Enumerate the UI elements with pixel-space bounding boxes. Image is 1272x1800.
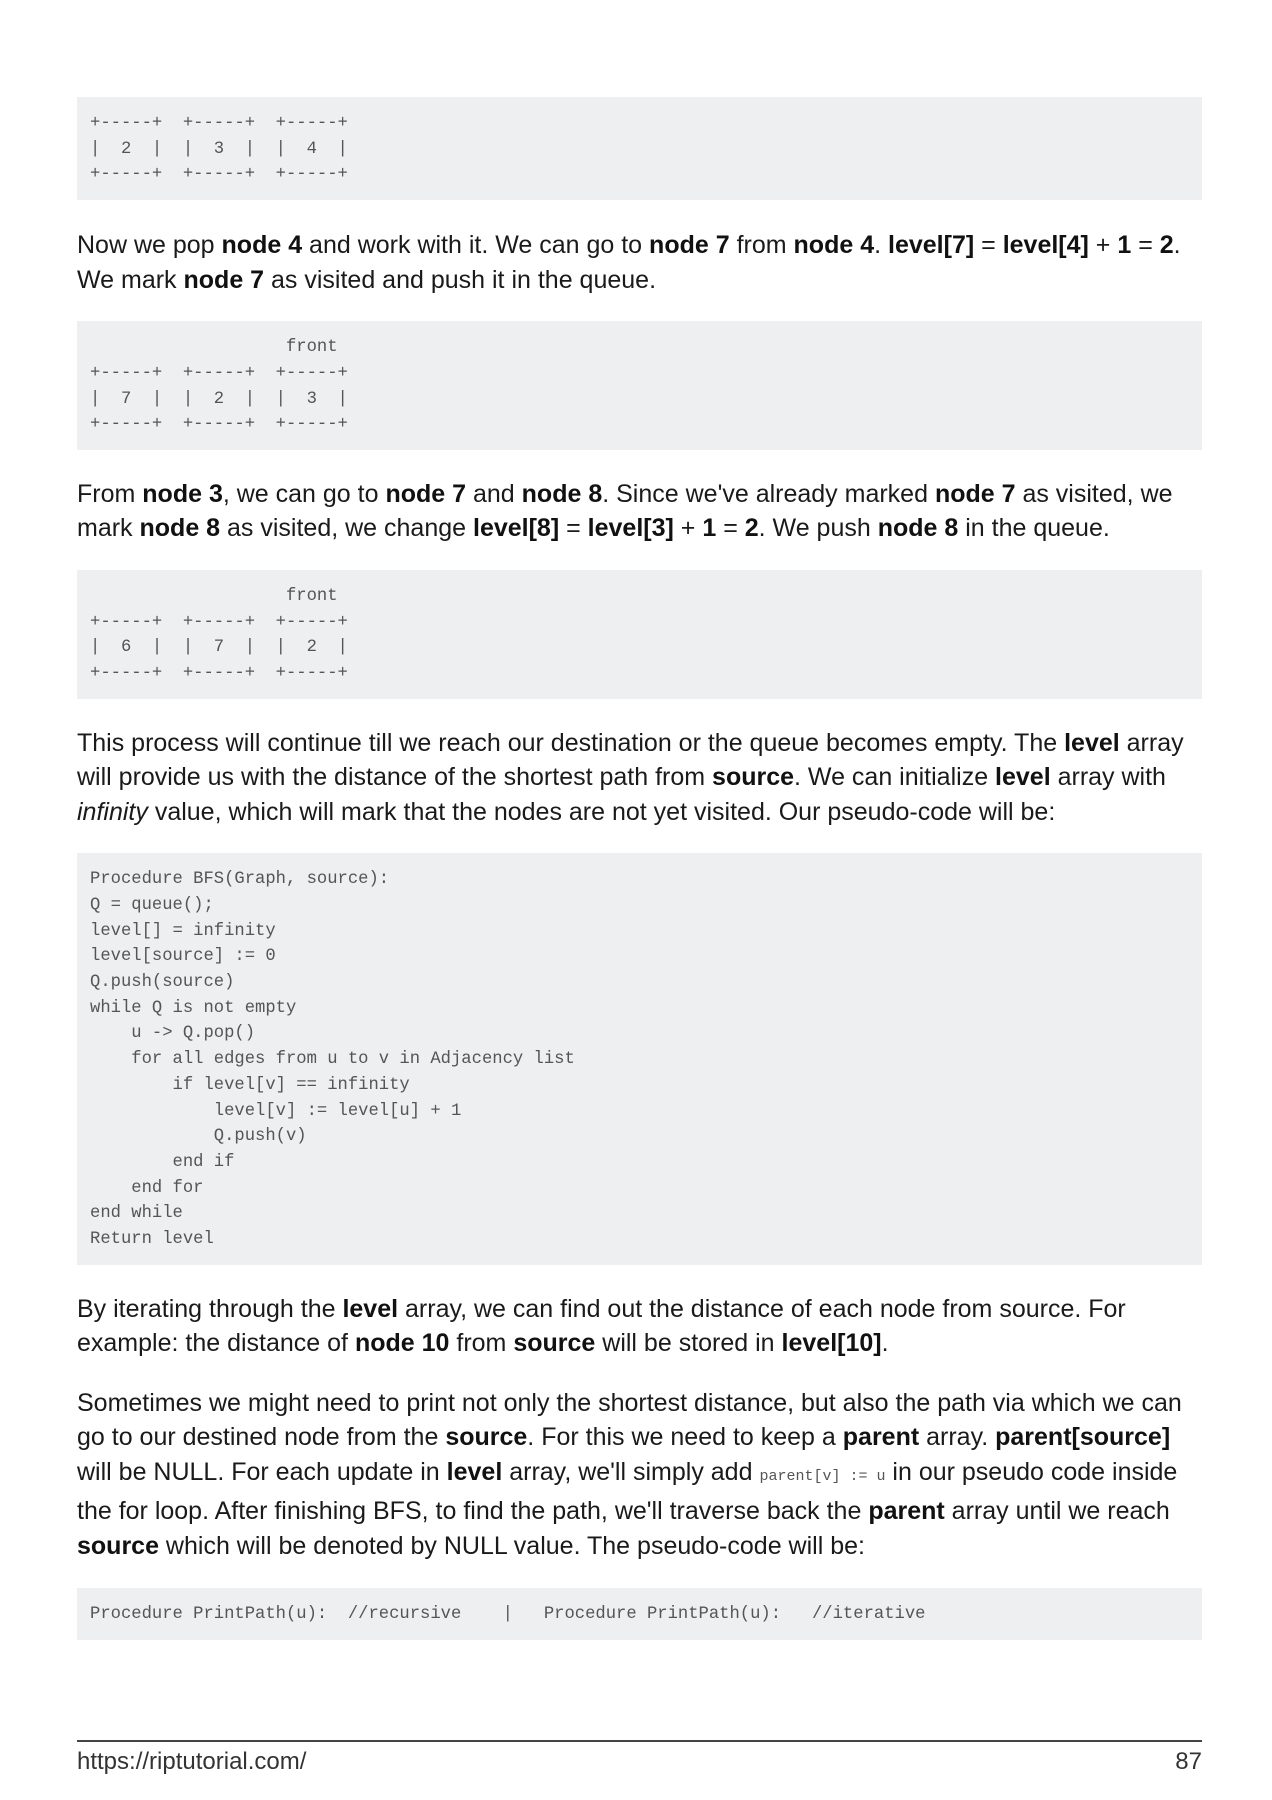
footer-url: https://riptutorial.com/ bbox=[77, 1748, 307, 1775]
queue-diagram-1: +-----+ +-----+ +-----+ | 2 | | 3 | | 4 | +-----+ +-----+ +-----+ bbox=[77, 97, 1202, 200]
paragraph-from-node-3: From node 3, we can go to node 7 and node 8. Since we've already marked node 7 as visited, we mark node 8 as visited, we change level[8] = level[3] + 1 = 2. We push node 8 in the queue. bbox=[77, 479, 1173, 543]
paragraph-process-continue: This process will continue till we reach our destination or the queue becomes empty. The level array will provide us with the distance of the shortest path from source. We can initialize level array with infinity value, which will mark that the nodes are not yet visited. Our pseudo-code will be: bbox=[77, 728, 1184, 826]
bfs-pseudocode-block: Procedure BFS(Graph, source): Q = queue(); level[] = infinity level[source] := 0 Q.push(source) while Q is not empty u -> Q.pop() for all edges from u to v in Adjacency list if level[v] == infinity level[v] := level[u] + 1 Q.push(v) end if end for end while Return level bbox=[77, 853, 1202, 1265]
queue-diagram-2: front +-----+ +-----+ +-----+ | 7 | | 2 | | 3 | +-----+ +-----+ +-----+ bbox=[77, 321, 1202, 450]
inline-code-parent-assign: parent[v] := u bbox=[759, 1467, 886, 1485]
paragraph-level-array: By iterating through the level array, we can find out the distance of each node from source. For example: the distance of node 10 from source will be stored in level[10]. bbox=[77, 1294, 1126, 1358]
paragraph-parent-array: Sometimes we might need to print not only the shortest distance, but also the path via which we can go to our destined node from the source. For this we need to keep a parent array. parent[source] will be NULL. For each update in level array, we'll simply add parent[v] := u in our pseudo code inside the for loop. After finishing BFS, to find the path, we'll traverse back the parent array until we reach source which will be denoted by NULL value. The pseudo-code will be: bbox=[77, 1388, 1182, 1560]
printpath-code-header: Procedure PrintPath(u): //recursive | Procedure PrintPath(u): //iterative bbox=[77, 1588, 1202, 1640]
footer-divider bbox=[77, 1740, 1202, 1742]
paragraph-pop-node-4: Now we pop node 4 and work with it. We can go to node 7 from node 4. level[7] = level[4] + 1 = 2. We mark node 7 as visited and push it in the queue. bbox=[77, 231, 1181, 294]
page-number: 87 bbox=[1175, 1748, 1202, 1775]
queue-diagram-3: front +-----+ +-----+ +-----+ | 6 | | 7 | | 2 | +-----+ +-----+ +-----+ bbox=[77, 570, 1202, 699]
page-content bbox=[77, 97, 1202, 1640]
